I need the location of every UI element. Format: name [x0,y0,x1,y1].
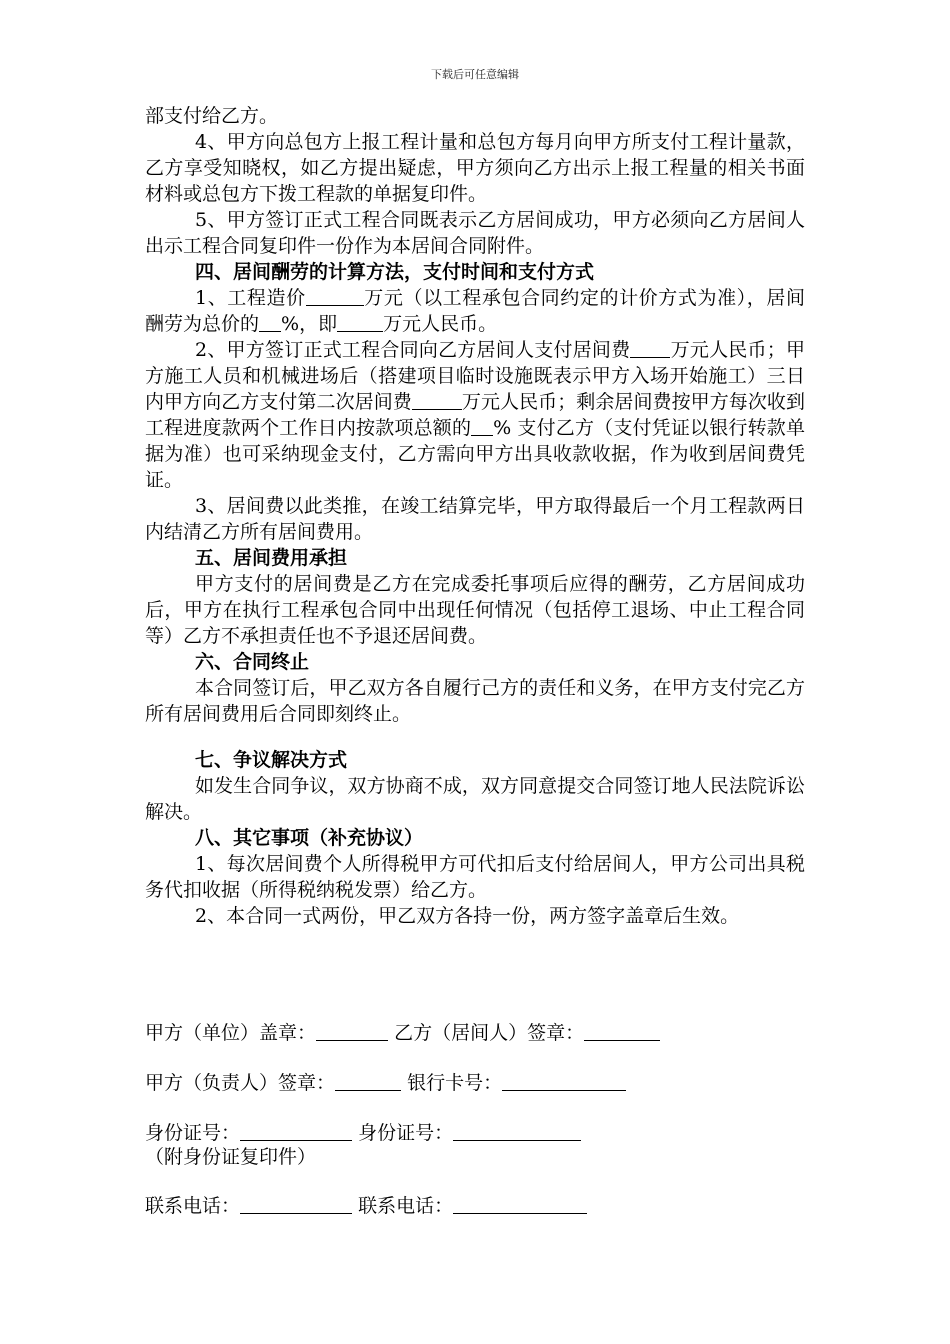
id-a-label: 身份证号： [145,1122,241,1144]
clause-8-2: 2、本合同一式两份，甲乙双方各持一份，两方签字盖章后生效。 [195,905,740,927]
clause-8-1: 1、每次居间费个人所得税甲方可代扣后支付给居间人，甲方公司出具税务代扣收据（所得税纳税发票）给乙方。 [145,853,805,901]
clause-4-1-part3: %，即 [281,313,338,335]
blank-remaining-percent [471,417,493,436]
signature-row-3 [145,1121,581,1145]
signature-row-2 [145,1071,626,1095]
clause-4-1-part2: 万元（以工程承包合同约定的计价方式为准），居间酬劳为总价的 [145,287,805,335]
blank-amount [337,313,383,332]
blank-first-fee [630,339,670,358]
blank-second-fee [412,391,462,410]
clause-4-1-part1: 1、工程造价 [195,287,306,309]
phone-a-field [240,1195,352,1214]
id-b-field [453,1122,581,1141]
clause-4-2 [145,337,805,493]
section-4-heading: 四、居间酬劳的计算方法，支付时间和支付方式 [195,261,595,283]
party-a-rep-label: 甲方（负责人）签章： [145,1072,336,1094]
party-b-sign-label: 乙方（居间人）签章： [394,1022,585,1044]
section-6-heading: 六、合同终止 [195,651,310,673]
clause-7-body: 如发生合同争议，双方协商不成，双方同意提交合同签订地人民法院诉讼解决。 [145,775,805,823]
clause-4-2-part2: 万元人民币；甲方施工人员和机械进场后（搭建项目临时设施既表示甲方入场开始施工）三日内甲方向乙方支付第二次居间费 [145,339,805,413]
clause-4-3: 3、居间费以此类推，在竣工结算完毕，甲方取得最后一个月工程款两日内结清乙方所有居间费用。 [145,495,805,543]
party-a-seal-field [316,1022,388,1041]
phone-b-label: 联系电话： [358,1195,454,1217]
id-note: （附身份证复印件） [145,1146,317,1168]
spacer [145,727,805,747]
clause-4-1 [145,285,805,337]
id-a-field [240,1122,352,1141]
clause-3-5: 5、甲方签订正式工程合同既表示乙方居间成功，甲方必须向乙方居间人出示工程合同复印件一份作为本居间合同附件。 [145,209,805,257]
section-7-heading: 七、争议解决方式 [195,749,348,771]
blank-percent [259,313,281,332]
bank-card-field [502,1072,626,1091]
clause-4-2-part3: 万元人民币；剩余居间费按甲方每次收到工程进度款两个工作日内按款项总额的 [145,391,805,439]
clause-3-4: 4、甲方向总包方上报工程计量和总包方每月向甲方所支付工程计量款，乙方享受知晓权，如乙方提出疑虑，甲方须向乙方出示上报工程量的相关书面材料或总包方下拨工程款的单据复印件。 [145,131,805,205]
clause-4-2-part4: % 支付乙方（支付凭证以银行转款单据为准）也可采纳现金支付，乙方需向甲方出具收款收据，作为收到居间费凭证。 [145,417,805,491]
paragraph-continuation: 部支付给乙方。 [145,105,279,127]
blank-project-cost [306,287,364,306]
clause-4-2-part1: 2、甲方签订正式工程合同向乙方居间人支付居间费 [195,339,631,361]
id-b-label: 身份证号： [358,1122,454,1144]
party-b-sign-field [584,1022,660,1041]
section-8-heading: 八、其它事项（补充协议） [195,827,424,849]
phone-a-label: 联系电话： [145,1195,241,1217]
clause-4-1-part4: 万元人民币。 [383,313,498,335]
clause-5-body: 甲方支付的居间费是乙方在完成委托事项后应得的酬劳，乙方居间成功后，甲方在执行工程承包合同中出现任何情况（包括停工退场、中止工程合同等）乙方不承担责任也不予退还居间费。 [145,573,805,647]
section-5-heading: 五、居间费用承担 [195,547,348,569]
party-a-rep-field [335,1072,401,1091]
contract-body [145,103,805,929]
page-header: 下载后可任意编辑 [431,68,519,81]
party-a-seal-label: 甲方（单位）盖章： [145,1022,317,1044]
clause-6-body: 本合同签订后，甲乙双方各自履行己方的责任和义务，在甲方支付完乙方所有居间费用后合同即刻终止。 [145,677,805,725]
signature-row-1 [145,1021,660,1045]
bank-card-label: 银行卡号： [407,1072,503,1094]
signature-row-4 [145,1194,587,1218]
phone-b-field [453,1195,587,1214]
